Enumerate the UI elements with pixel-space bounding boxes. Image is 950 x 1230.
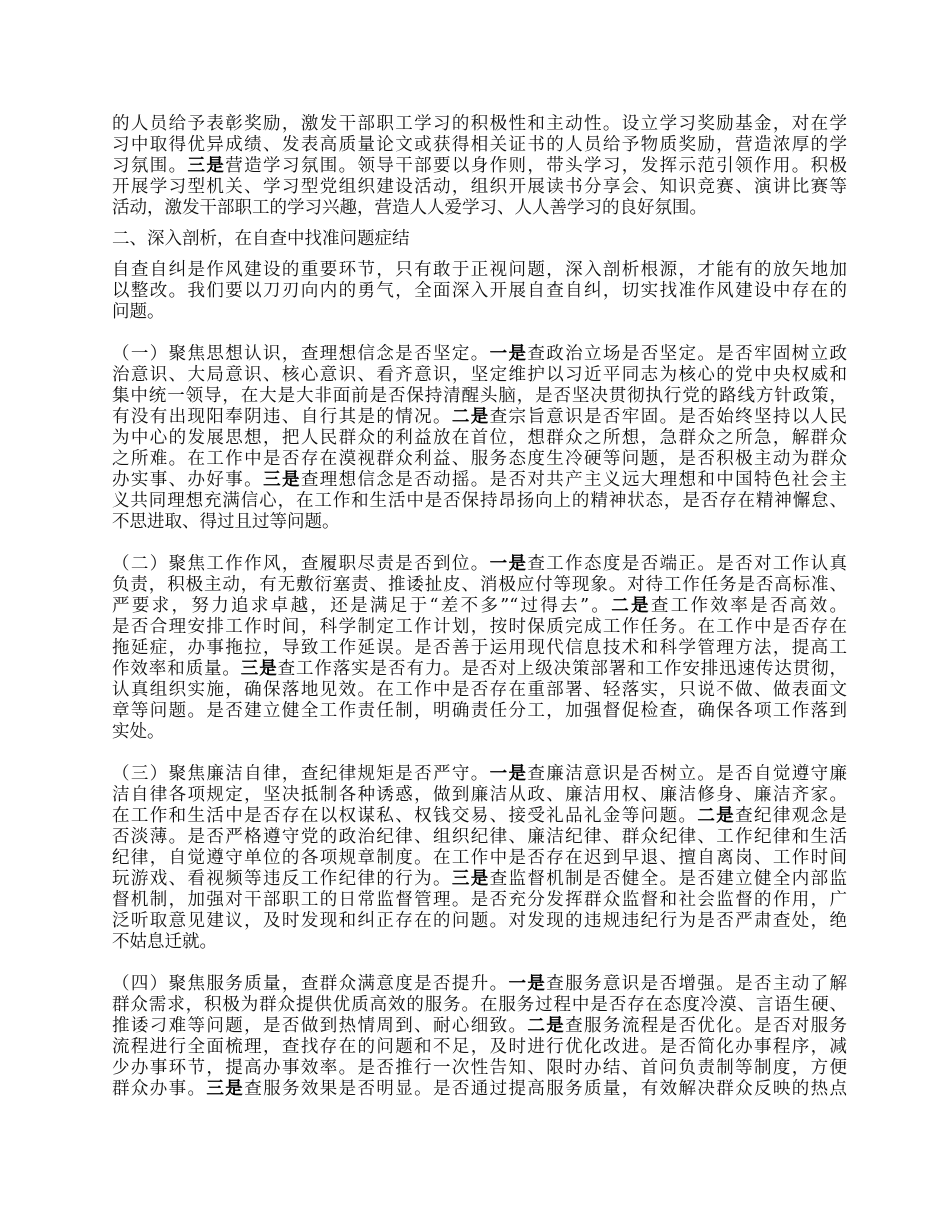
text-line: 在工作和生活中是否存在以权谋私、权钱交易、接受礼品礼金等问题。二是查纪律观念是 <box>112 806 848 826</box>
text-line: 群众办事。三是查服务效果是否明显。是否通过提高服务质量，有效解决群众反映的热点 <box>112 1079 848 1099</box>
text-line: 流程进行全面梳理，查找存在的问题和不足，及时进行优化改进。是否简化办事程序，减 <box>112 1037 847 1057</box>
text-line: 推诿刁难等问题，是否做到热情周到、耐心细致。二是查服务流程是否优化。是否对服务 <box>112 1016 848 1036</box>
text-line: 负责，积极主动，有无敷衍塞责、推诿扯皮、消极应付等现象。对待工作任务是否高标准、 <box>112 575 847 595</box>
enumerator-bold: 一是 <box>489 344 528 364</box>
text-line: 是否合理安排工作时间，科学制定工作计划，按时保质完成工作任务。在工作中是否存在 <box>112 617 847 637</box>
enumerator-bold: 二是 <box>611 596 651 616</box>
text-line: 有没有出现阳奉阴违、自行其是的情况。二是查宗旨意识是否牢固。是否始终坚持以人民 <box>112 407 848 427</box>
text-line: 督机制，加强对干部职工的日常监督管理。是否充分发挥群众监督和社会监督的作用，广 <box>112 890 847 910</box>
enumerator-bold: 三是 <box>451 869 490 889</box>
enumerator-bold: 一是 <box>489 764 528 784</box>
text-line: 认真组织实施，确保落地见效。在工作中是否存在重部署、轻落实，只说不做、做表面文 <box>112 680 847 700</box>
text-line: 少办事环节，提高办事效率。是否推行一次性告知、限时办结、首问负责制等制度，方便 <box>112 1058 847 1078</box>
text-line: 问题。 <box>112 302 165 322</box>
text-line: 实处。 <box>112 722 165 742</box>
enumerator-bold: 一是 <box>508 974 547 994</box>
text-line: 章等问题。是否建立健全工作责任制，明确责任分工，加强督促检查，确保各项工作落到 <box>112 701 847 721</box>
text-line: 纪律，自觉遵守单位的各项规章制度。在工作中是否存在迟到早退、擅自离岗、工作时间 <box>112 848 847 868</box>
text-line: 活动，激发干部职工的学习兴趣，营造人人爱学习、人人善学习的良好氛围。 <box>112 198 707 218</box>
text-line: （四）聚焦服务质量，查群众满意度是否提升。一是查服务意识是否增强。是否主动了解 <box>112 974 848 994</box>
text-line: 不思进取、得过且过等问题。 <box>112 512 340 532</box>
text-line: 洁自律各项规定，坚决抵制各种诱惑，做到廉洁从政、廉洁用权、廉洁修身、廉洁齐家。 <box>112 785 847 805</box>
text-line: 集中统一领导，在大是大非面前是否保持清醒头脑，是否坚决贯彻执行党的路线方针政策， <box>112 386 847 406</box>
text-line: 以整改。我们要以刀刃向内的勇气，全面深入开展自查自纠，切实找准作风建设中存在的 <box>112 281 847 301</box>
text-line: 的人员给予表彰奖励，激发干部职工学习的积极性和主动性。设立学习奖励基金，对在学 <box>112 114 847 134</box>
enumerator-bold: 二是 <box>697 806 736 826</box>
paragraph <box>112 114 847 219</box>
text-line: （二）聚焦工作作风，查履职尽责是否到位。一是查工作态度是否端正。是否对工作认真 <box>112 554 848 574</box>
text-line: 自查自纠是作风建设的重要环节，只有敢于正视问题，深入剖析根源，才能有的放矢地加 <box>112 260 847 280</box>
enumerator-bold: 二是 <box>451 407 490 427</box>
text-line: 之所难。在工作中是否存在漠视群众利益、服务态度生冷硬等问题，是否积极主动为群众 <box>112 449 847 469</box>
text-line: 泛听取意见建议，及时发现和纠正存在的问题。对发现的违规违纪行为是否严肃查处，绝 <box>112 911 847 931</box>
enumerator-bold: 三是 <box>206 1079 245 1099</box>
text-line: 拖延症，办事拖拉，导致工作延误。是否善于运用现代信息技术和科学管理方法，提高工 <box>112 638 847 658</box>
text-line: （一）聚焦思想认识，查理想信念是否坚定。一是查政治立场是否坚定。是否牢固树立政 <box>112 344 848 364</box>
paragraph <box>112 974 847 1100</box>
document-body <box>112 114 847 1121</box>
text-line: 严要求，努力追求卓越，还是满足于“差不多”“过得去”。二是查工作效率是否高效。 <box>112 596 847 616</box>
paragraph <box>112 764 847 953</box>
enumerator-bold: 三是 <box>240 659 278 679</box>
text-line: 治意识、大局意识、核心意识、看齐意识，坚定维护以习近平同志为核心的党中央权威和 <box>112 365 847 385</box>
text-line: 群众需求，积极为群众提供优质高效的服务。在服务过程中是否存在态度冷漠、言语生硬、 <box>112 995 847 1015</box>
text-line: 作效率和质量。三是查工作落实是否有力。是否对上级决策部署和工作安排迅速传达贯彻， <box>112 659 848 679</box>
paragraph <box>112 344 847 533</box>
text-line: 二、深入剖析，在自查中找准问题症结 <box>112 229 410 249</box>
text-line: （三）聚焦廉洁自律，查纪律规矩是否严守。一是查廉洁意识是否树立。是否自觉遵守廉 <box>112 764 848 784</box>
text-line: 为中心的发展思想，把人民群众的利益放在首位，想群众之所想，急群众之所急，解群众 <box>112 428 847 448</box>
text-line: 习氛围。三是营造学习氛围。领导干部要以身作则，带头学习，发挥示范引领作用。积极 <box>112 156 848 176</box>
enumerator-bold: 三是 <box>187 156 226 176</box>
text-line: 否淡薄。是否严格遵守党的政治纪律、组织纪律、廉洁纪律、群众纪律、工作纪律和生活 <box>112 827 847 847</box>
text-line: 玩游戏、看视频等违反工作纪律的行为。三是查监督机制是否健全。是否建立健全内部监 <box>112 869 848 889</box>
paragraph <box>112 260 847 323</box>
text-line: 不姑息迁就。 <box>112 932 217 952</box>
section-heading <box>112 229 847 250</box>
text-line: 办实事、办好事。三是查理想信念是否动摇。是否对共产主义远大理想和中国特色社会主 <box>112 470 848 490</box>
paragraph <box>112 554 847 743</box>
enumerator-bold: 一是 <box>489 554 528 574</box>
enumerator-bold: 二是 <box>527 1016 566 1036</box>
text-line: 义共同理想充满信心，在工作和生活中是否保持昂扬向上的精神状态，是否存在精神懈怠、 <box>112 491 847 511</box>
enumerator-bold: 三是 <box>263 470 301 490</box>
text-line: 开展学习型机关、学习型党组织建设活动，组织开展读书分享会、知识竞赛、演讲比赛等 <box>112 177 847 197</box>
text-line: 习中取得优异成绩、发表高质量论文或获得相关证书的人员给予物质奖励，营造浓厚的学 <box>112 135 847 155</box>
